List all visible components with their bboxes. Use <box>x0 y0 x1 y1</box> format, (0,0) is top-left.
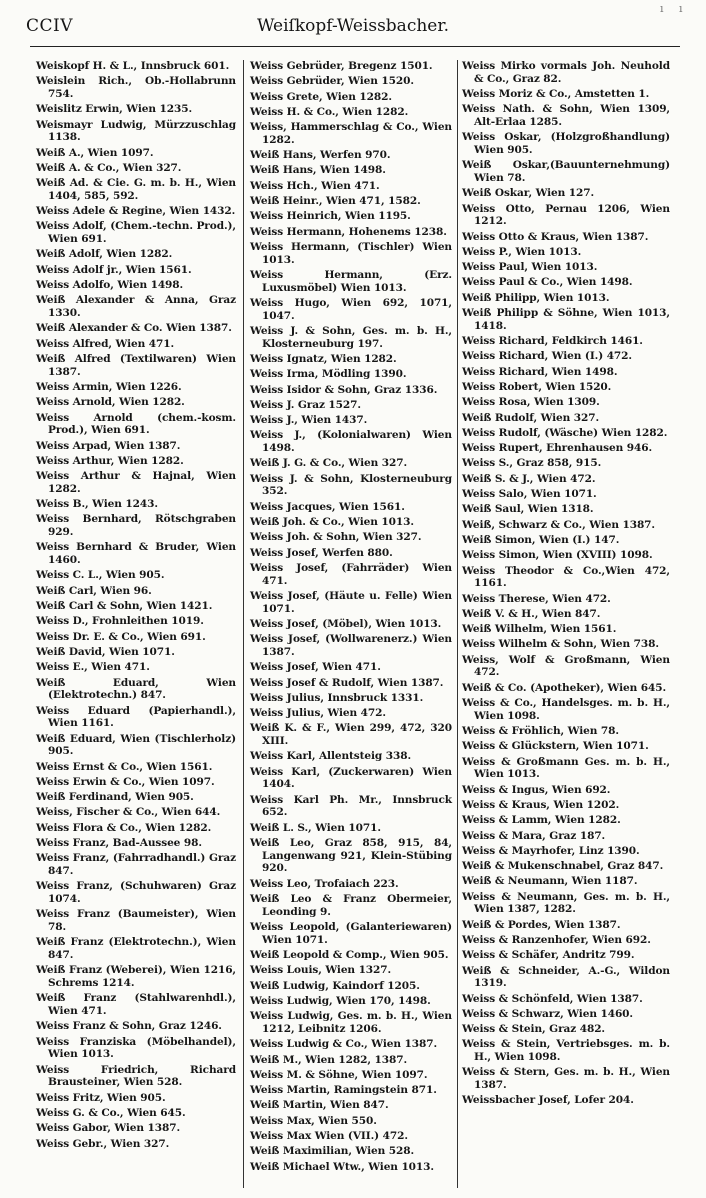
directory-entry: Weiss Arthur & Hajnal, Wien 1282. <box>36 470 236 495</box>
directory-entry: Weiss J. & Sohn, Klosterneuburg 352. <box>250 472 452 498</box>
directory-entry: Weiss Ludwig & Co., Wien 1387. <box>250 1038 438 1051</box>
directory-entry: Weiß Ludwig, Kaindorf 1205. <box>250 979 420 992</box>
directory-entry: Weiss Gebrüder, Bregenz 1501. <box>250 60 433 72</box>
directory-entry: Weiss D., Frohnleithen 1019. <box>36 615 204 628</box>
directory-entry: Weiss Adele & Regine, Wien 1432. <box>36 205 236 218</box>
directory-entry: Weiss Ludwig, Ges. m. b. H., Wien 1212, Leibnitz 1206. <box>250 1010 452 1035</box>
directory-entry: Weiss & Schäfer, Andritz 799. <box>462 949 635 962</box>
directory-entry: Weiss Franz, (Fahrradhandl.) Graz 847. <box>36 852 236 878</box>
directory-entry: Weiß Leo & Franz Obermeier, Leonding 9. <box>250 893 452 918</box>
directory-entry: Weiss Gebr., Wien 327. <box>36 1137 170 1150</box>
directory-entry: Weiss Josef, Werfen 880. <box>250 546 393 559</box>
directory-entry: Weiss & Stein, Graz 482. <box>462 1023 606 1036</box>
column-divider <box>457 60 458 1188</box>
directory-entry: Weiss Dr. E. & Co., Wien 691. <box>36 630 206 643</box>
directory-entry: Weiss Therese, Wien 472. <box>462 592 611 605</box>
directory-entry: Weiß Oskar, Wien 127. <box>462 187 595 200</box>
directory-entry: Weiss & Neumann, Ges. m. b. H., Wien 1387, 1282. <box>462 890 670 916</box>
directory-entry: Weiß Oskar,(Bauunternehmung) Wien 78. <box>462 159 670 184</box>
directory-entry: Weiß Adolf, Wien 1282. <box>36 248 173 261</box>
directory-entry: Weiss Joh. & Sohn, Wien 327. <box>250 531 422 544</box>
directory-entry: Weiss Otto & Kraus, Wien 1387. <box>462 230 649 243</box>
directory-entry: Weiss Armin, Wien 1226. <box>36 380 182 393</box>
directory-entry: Weiss Eduard (Papierhandl.), Wien 1161. <box>36 704 236 730</box>
column-divider <box>243 60 244 1188</box>
directory-entry: Weiß Wilhelm, Wien 1561. <box>462 623 617 636</box>
page-number: CCIV <box>26 16 74 36</box>
directory-entry: Weiss Friedrich, Richard Brausteiner, Wien 528. <box>36 1063 236 1089</box>
directory-entry: Weiß Franz (Weberei), Wien 1216, Schrems 1214. <box>36 964 236 990</box>
directory-entry: Weiss & Lamm, Wien 1282. <box>462 814 621 827</box>
directory-entry: Weiss Fritz, Wien 905. <box>36 1091 166 1104</box>
directory-entry: Weiss S., Graz 858, 915. <box>462 457 602 470</box>
directory-entry: Weiss, Wolf & Großmann, Wien 472. <box>462 653 670 679</box>
directory-entry: Weiß Franz (Stahlwarenhdl.), Wien 471. <box>36 992 236 1018</box>
directory-entry: Weiss Adolf, (Chem.-techn. Prod.), Wien 691. <box>36 220 236 246</box>
directory-entry: Weiss Max Wien (VII.) 472. <box>250 1129 408 1142</box>
directory-entry: Weiss & Mara, Graz 187. <box>462 829 606 842</box>
directory-entry: Weiss Oskar, (Holzgroßhandlung) Wien 905. <box>462 131 670 156</box>
directory-entry: Weiß & Mukenschnabel, Graz 847. <box>462 860 664 873</box>
directory-entry: Weiß A., Wien 1097. <box>36 146 154 159</box>
directory-entry: Weiss Adolf jr., Wien 1561. <box>36 263 192 276</box>
directory-entry: Weiss Jacques, Wien 1561. <box>250 500 405 513</box>
directory-entry: Weiss Ernst & Co., Wien 1561. <box>36 760 213 773</box>
directory-entry: Weiß Philipp & Söhne, Wien 1013, 1418. <box>462 307 670 332</box>
directory-entry: Weiß L. S., Wien 1071. <box>250 821 381 834</box>
directory-entry: Weiss Hermann, (Erz. Luxusmöbel) Wien 1013. <box>250 268 452 294</box>
directory-entry: Weiss B., Wien 1243. <box>36 498 158 511</box>
directory-entry: Weiss Martin, Ramingstein 871. <box>250 1084 437 1097</box>
directory-entry: Weiss Arnold (chem.-kosm. Prod.), Wien 691. <box>36 411 236 437</box>
directory-entry: Weiss & Großmann Ges. m. b. H., Wien 1013. <box>462 755 670 781</box>
directory-entry: Weiss Julius, Wien 472. <box>250 707 386 720</box>
directory-entry: Weiß Franz (Elektrotechn.), Wien 847. <box>36 936 236 962</box>
directory-entry: Weiß David, Wien 1071. <box>36 645 175 658</box>
directory-entry: Weiß V. & H., Wien 847. <box>462 607 601 620</box>
directory-entry: Weiss Josef, (Häute u. Felle) Wien 1071. <box>250 589 452 615</box>
directory-entry: Weismayr Ludwig, Mürzzuschlag 1138. <box>36 118 236 144</box>
directory-entry: Weiß Eduard, Wien (Elektrotechn.) 847. <box>36 676 236 702</box>
directory-entry: Weiß, Schwarz & Co., Wien 1387. <box>462 518 655 531</box>
directory-entry: Weiss Arpad, Wien 1387. <box>36 439 181 452</box>
directory-entry: Weiß Alexander & Anna, Graz 1330. <box>36 294 236 320</box>
directory-entry: Weiss & Stein, Vertriebsges. m. b. H., Wien 1098. <box>462 1038 670 1064</box>
directory-entry: Weiss Hugo, Wien 692, 1071, 1047. <box>250 296 452 322</box>
directory-entry: Weiß M., Wien 1282, 1387. <box>250 1053 408 1066</box>
directory-entry: Weiss Franz, Bad-Aussee 98. <box>36 837 202 850</box>
directory-entry: Weiss & Co., Handelsges. m. b. H., Wien 1098. <box>462 697 670 722</box>
directory-entry: Weiss Wilhelm & Sohn, Wien 738. <box>462 638 659 651</box>
directory-entry: Weiss & Ranzenhofer, Wien 692. <box>462 933 651 946</box>
directory-entry: Weiss Franz (Baumeister), Wien 78. <box>36 908 236 934</box>
directory-entry: Weiss Karl, Allentsteig 338. <box>250 750 412 763</box>
directory-entry: Weiß Simon, Wien (I.) 147. <box>462 533 620 546</box>
directory-entry: Weiss H. & Co., Wien 1282. <box>250 105 409 118</box>
directory-entry: Weiß Hans, Wien 1498. <box>250 164 386 177</box>
directory-entry: Weiss Franziska (Möbelhandel), Wien 1013. <box>36 1035 236 1061</box>
directory-entry: Weiss Josef, (Fahrräder) Wien 471. <box>250 561 452 587</box>
directory-entry: Weiss & Glückstern, Wien 1071. <box>462 740 649 753</box>
directory-entry: Weiss M. & Söhne, Wien 1097. <box>250 1068 428 1081</box>
directory-entry: Weiss Salo, Wien 1071. <box>462 488 597 501</box>
directory-entry: Weiss Rudolf, (Wäsche) Wien 1282. <box>462 426 668 439</box>
directory-entry: Weiß Carl & Sohn, Wien 1421. <box>36 600 213 613</box>
directory-entry: Weiss Louis, Wien 1327. <box>250 964 392 977</box>
directory-entry: Weiss, Fischer & Co., Wien 644. <box>36 806 221 819</box>
directory-entry: Weiss Leopold, (Galanteriewaren) Wien 1071. <box>250 921 452 946</box>
directory-entry: Weiß Michael Wtw., Wien 1013. <box>250 1160 434 1173</box>
directory-entry: Weiss Julius, Innsbruck 1331. <box>250 691 424 704</box>
directory-entry: Weiß Maximilian, Wien 528. <box>250 1145 415 1158</box>
directory-entry: Weiss Erwin & Co., Wien 1097. <box>36 775 215 788</box>
directory-entry: Weiss Otto, Pernau 1206, Wien 1212. <box>462 202 670 228</box>
directory-entry: Weiß Ferdinand, Wien 905. <box>36 791 194 804</box>
directory-entry: Weiß & Schneider, A.-G., Wildon 1319. <box>462 964 670 990</box>
directory-entry: Weiß Martin, Wien 847. <box>250 1099 389 1112</box>
directory-entry: Weiss Isidor & Sohn, Graz 1336. <box>250 383 438 396</box>
directory-entry: Weiss Heinrich, Wien 1195. <box>250 210 411 223</box>
directory-entry: Weiß Saul, Wien 1318. <box>462 503 594 516</box>
directory-entry: Weiss E., Wien 471. <box>36 661 150 674</box>
directory-entry: Weiss Bernhard, Rötschgraben 929. <box>36 513 236 539</box>
directory-entry: Weiss Ignatz, Wien 1282. <box>250 352 397 365</box>
directory-entry: Weiss Ludwig, Wien 170, 1498. <box>250 994 431 1007</box>
directory-entry: Weiss Max, Wien 550. <box>250 1114 377 1127</box>
directory-entry: Weiss Arnold, Wien 1282. <box>36 396 185 409</box>
directory-entry: Weiss Robert, Wien 1520. <box>462 380 612 393</box>
directory-entry: Weiss & Stern, Ges. m. b. H., Wien 1387. <box>462 1066 670 1092</box>
column-3 <box>462 60 670 1110</box>
directory-entry: Weiss Franz & Sohn, Graz 1246. <box>36 1020 222 1033</box>
directory-entry: Weiß Philipp, Wien 1013. <box>462 291 610 304</box>
directory-entry: Weiss Adolfo, Wien 1498. <box>36 279 184 292</box>
header-rule <box>30 46 680 47</box>
directory-entry: Weiss Josef, (Möbel), Wien 1013. <box>250 617 442 630</box>
directory-entry: Weiß Rudolf, Wien 327. <box>462 411 600 424</box>
directory-entry: Weiß Ad. & Cie. G. m. b. H., Wien 1404, 585, 592. <box>36 177 236 202</box>
column-2 <box>250 60 452 1176</box>
directory-entry: Weiss Richard, Feldkirch 1461. <box>462 335 643 348</box>
directory-entry: Weiß Hans, Werfen 970. <box>250 149 391 162</box>
directory-entry: Weiß K. & F., Wien 299, 472, 320 XIII. <box>250 722 452 748</box>
directory-entry: Weiß S. & J., Wien 472. <box>462 472 596 485</box>
directory-entry: Weiss Bernhard & Bruder, Wien 1460. <box>36 541 236 567</box>
directory-entry: Weiß Heinr., Wien 471, 1582. <box>250 195 421 208</box>
directory-entry: Weiss C. L., Wien 905. <box>36 569 165 582</box>
directory-entry: Weiß Alexander & Co. Wien 1387. <box>36 322 232 335</box>
directory-entry: Weiss Alfred, Wien 471. <box>36 337 175 350</box>
directory-entry: Weiss Hermann, Hohenems 1238. <box>250 225 447 238</box>
directory-entry: Weiss J. & Sohn, Ges. m. b. H., Klosterneuburg 197. <box>250 324 452 350</box>
directory-entry: Weiss J. Graz 1527. <box>250 398 361 411</box>
directory-entry: Weiß & Neumann, Wien 1187. <box>462 875 638 888</box>
directory-entry: Weiss Richard, Wien 1498. <box>462 365 618 378</box>
directory-entry: Weiss Paul, Wien 1013. <box>462 261 598 274</box>
directory-entry: Weiss Rupert, Ehrenhausen 946. <box>462 442 653 455</box>
directory-entry: Weiss & Ingus, Wien 692. <box>462 783 611 796</box>
directory-entry: Weiss Grete, Wien 1282. <box>250 90 392 103</box>
corner-marks: ı ı <box>660 2 689 15</box>
directory-entry: Weiss & Kraus, Wien 1202. <box>462 798 620 811</box>
directory-entry: Weiss Richard, Wien (I.) 472. <box>462 350 632 363</box>
directory-entry: Weiskopf H. & L., Innsbruck 601. <box>36 60 230 72</box>
directory-entry: Weiß Carl, Wien 96. <box>36 584 152 597</box>
directory-entry: Weiß Joh. & Co., Wien 1013. <box>250 516 414 529</box>
directory-entry: Weiss Karl Ph. Mr., Innsbruck 652. <box>250 793 452 819</box>
directory-entry: Weiß & Co. (Apotheker), Wien 645. <box>462 681 667 694</box>
directory-entry: Weiss Leo, Trofaiach 223. <box>250 877 399 890</box>
directory-entry: Weiß A. & Co., Wien 327. <box>36 161 182 174</box>
directory-entry: Weiss Gebrüder, Wien 1520. <box>250 75 414 88</box>
directory-entry: Weislitz Erwin, Wien 1235. <box>36 103 193 116</box>
directory-entry: Weiss Josef, Wien 471. <box>250 661 381 674</box>
directory-entry: Weiss Rosa, Wien 1309. <box>462 396 600 409</box>
directory-entry: Weiss Moriz & Co., Amstetten 1. <box>462 88 650 100</box>
directory-entry: Weiss Hch., Wien 471. <box>250 179 380 192</box>
column-1 <box>36 60 236 1153</box>
directory-entry: Weiss Karl, (Zuckerwaren) Wien 1404. <box>250 765 452 791</box>
directory-entry: Weiss P., Wien 1013. <box>462 245 582 258</box>
directory-entry: Weiss J., (Kolonialwaren) Wien 1498. <box>250 429 452 455</box>
directory-entry: Weiss Nath. & Sohn, Wien 1309, Alt-Erlaa 1285. <box>462 103 670 128</box>
directory-entry: Weiß Leo, Graz 858, 915, 84, Langenwang 921, Klein-Stübing 920. <box>250 837 452 875</box>
directory-entry: Weiss Simon, Wien (XVIII) 1098. <box>462 549 653 562</box>
directory-entry: Weiss, Hammerschlag & Co., Wien 1282. <box>250 121 452 146</box>
directory-entry: Weiss Irma, Mödling 1390. <box>250 368 407 381</box>
directory-entry: Weiss Hermann, (Tischler) Wien 1013. <box>250 240 452 266</box>
directory-entry: Weiss Josef & Rudolf, Wien 1387. <box>250 676 444 689</box>
directory-entry: Weiss Arthur, Wien 1282. <box>36 454 184 467</box>
directory-entry: Weiß Eduard, Wien (Tischlerholz) 905. <box>36 732 236 758</box>
directory-entry: Weiss Flora & Co., Wien 1282. <box>36 821 212 834</box>
directory-entry: Weiss & Mayrhofer, Linz 1390. <box>462 844 640 857</box>
directory-entry: Weiß & Pordes, Wien 1387. <box>462 918 621 931</box>
directory-entry: Weiß J. G. & Co., Wien 327. <box>250 457 408 470</box>
directory-entry: Weiss J., Wien 1437. <box>250 414 368 427</box>
directory-entry: Weiss & Schönfeld, Wien 1387. <box>462 992 643 1005</box>
directory-entry: Weiss & Fröhlich, Wien 78. <box>462 725 619 738</box>
directory-entry: Weissbacher Josef, Lofer 204. <box>462 1094 634 1107</box>
running-head: Weiſkopf-Weissbacher. <box>256 16 450 36</box>
directory-entry: Weislein Rich., Ob.-Hollabrunn 754. <box>36 75 236 100</box>
directory-entry: Weiss Franz, (Schuhwaren) Graz 1074. <box>36 880 236 906</box>
directory-entry: Weiss G. & Co., Wien 645. <box>36 1106 186 1119</box>
directory-entry: Weiss & Schwarz, Wien 1460. <box>462 1007 633 1020</box>
directory-entry: Weiss Theodor & Co.,Wien 472, 1161. <box>462 564 670 590</box>
directory-entry: Weiss Paul & Co., Wien 1498. <box>462 276 633 289</box>
directory-entry: Weiß Leopold & Comp., Wien 905. <box>250 949 449 962</box>
directory-entry: Weiss Josef, (Wollwarenerz.) Wien 1387. <box>250 633 452 658</box>
directory-entry: Weiss Gabor, Wien 1387. <box>36 1122 181 1135</box>
directory-entry: Weiß Alfred (Textilwaren) Wien 1387. <box>36 352 236 378</box>
directory-entry: Weiss Mirko vormals Joh. Neuhold & Co., Graz 82. <box>462 60 670 85</box>
